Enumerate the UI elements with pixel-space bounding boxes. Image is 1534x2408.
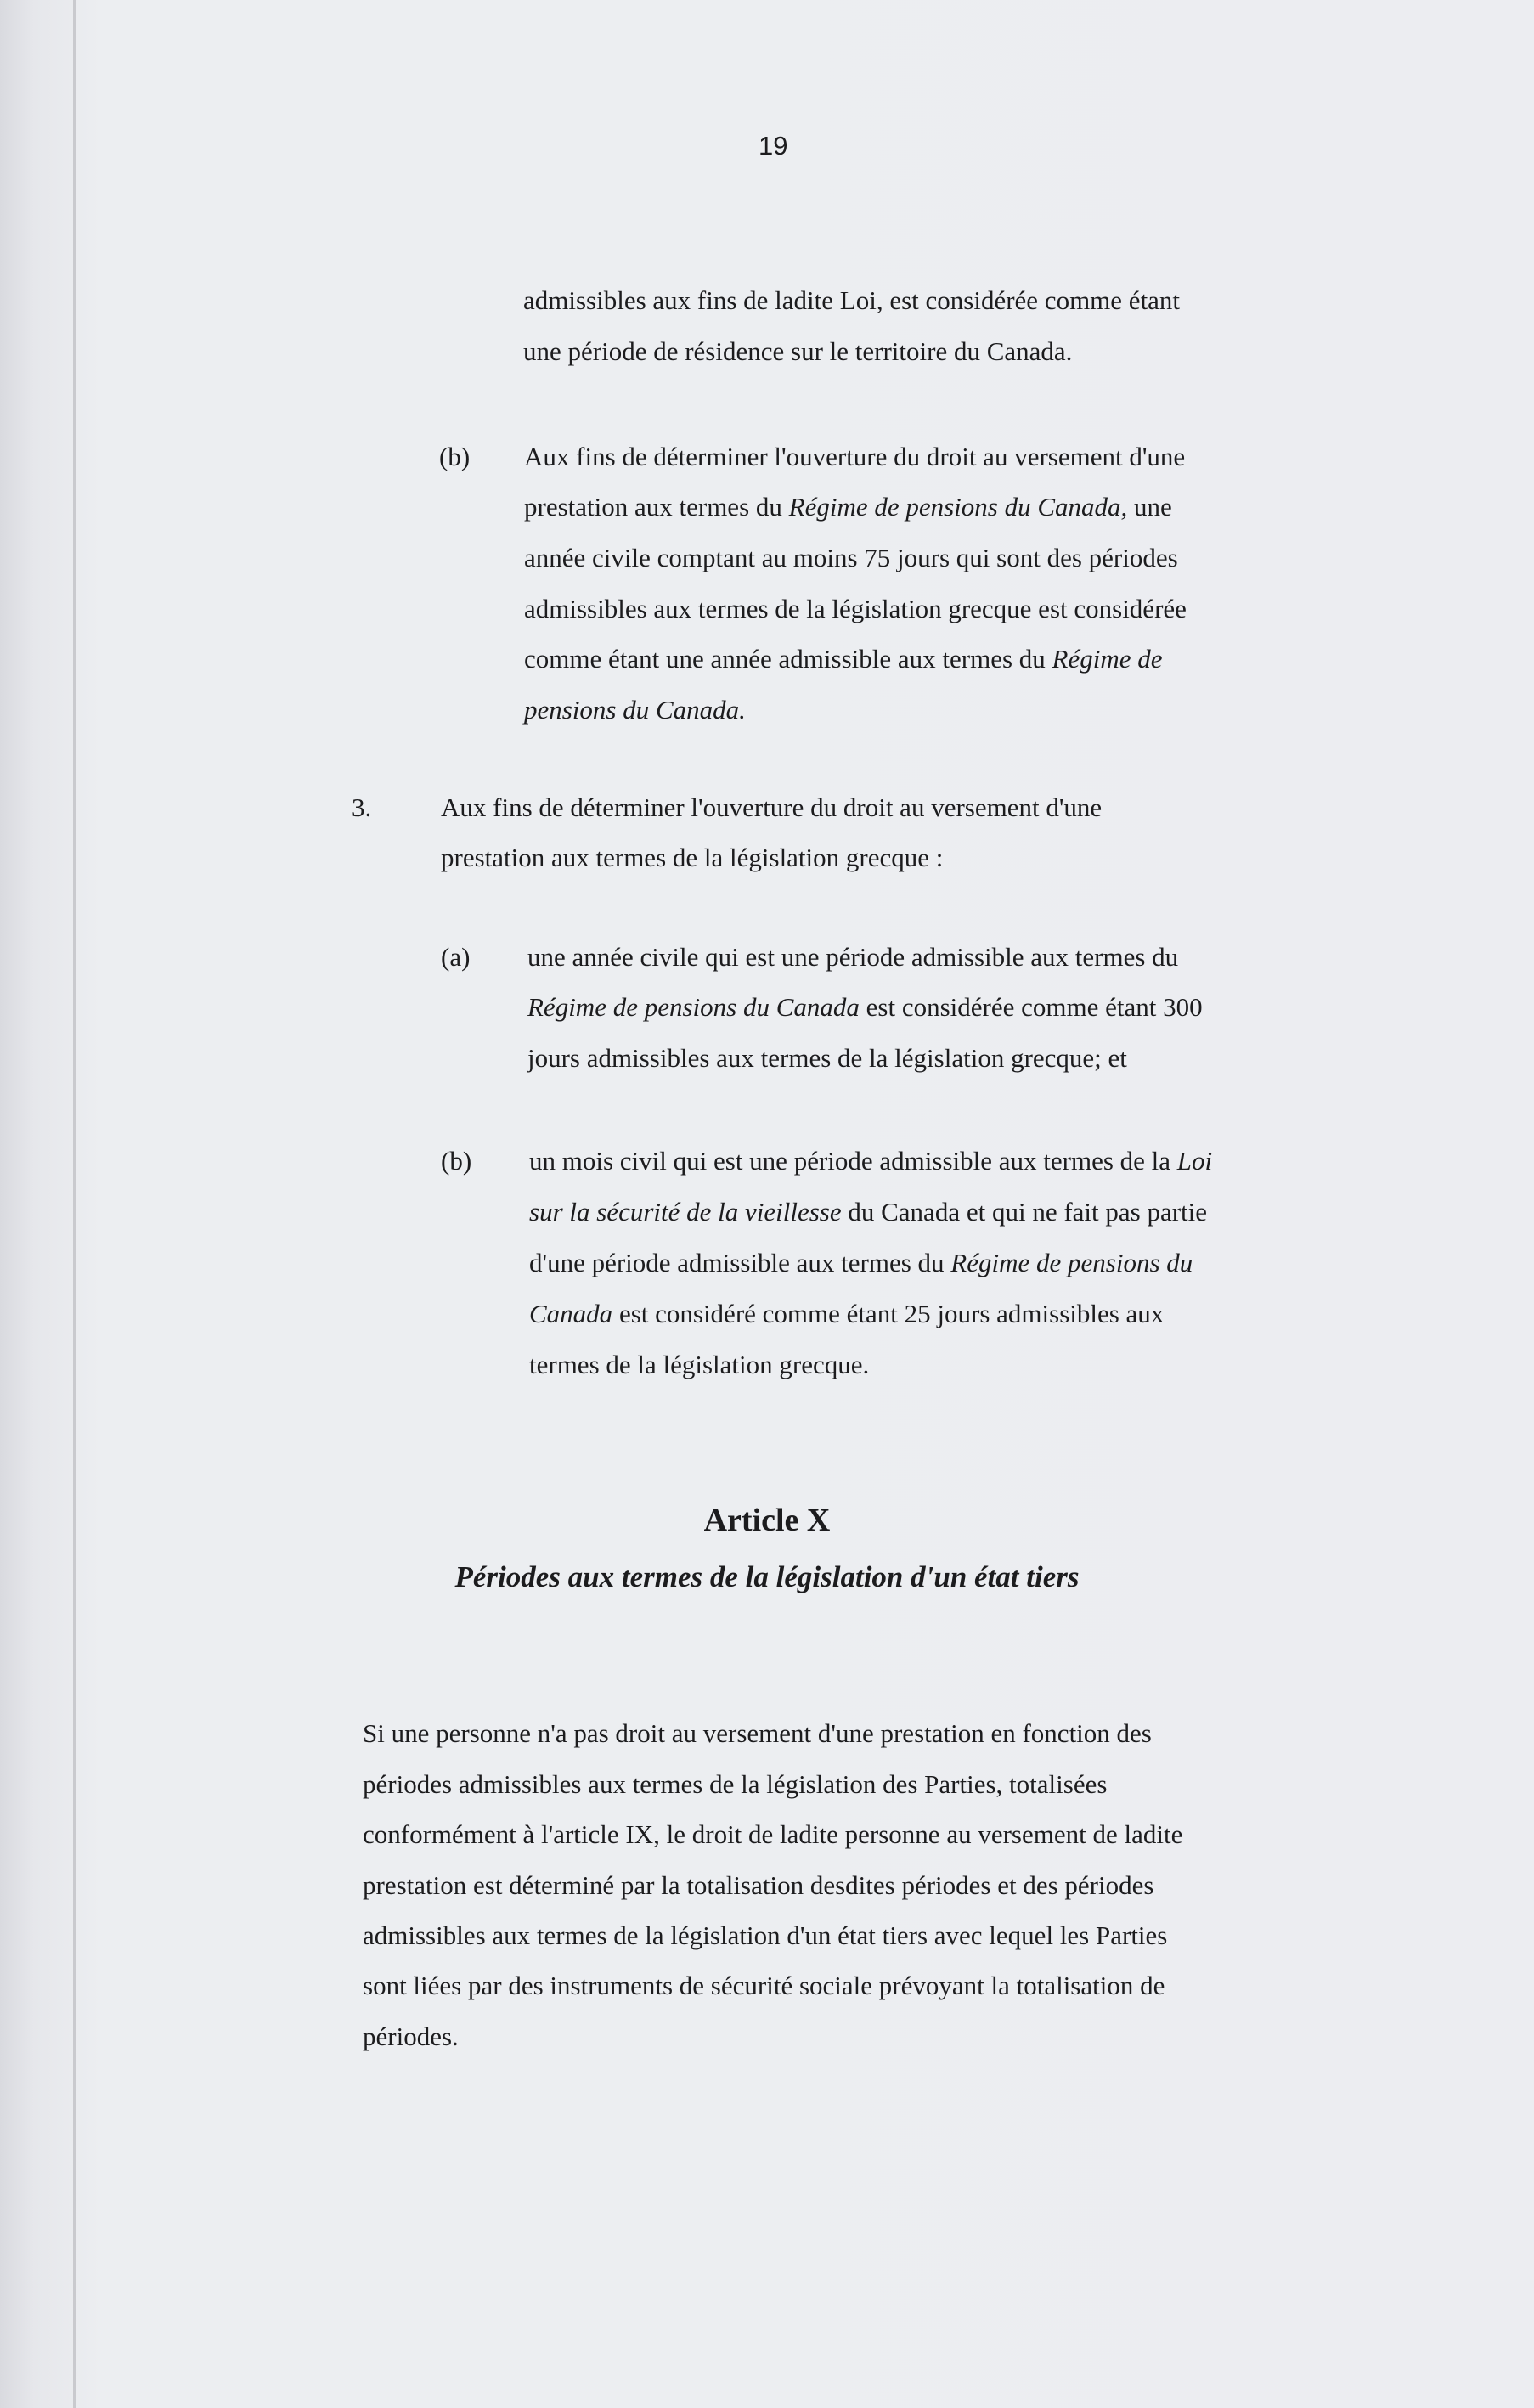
text-line: une année civile qui est une période admissible aux termes du — [527, 942, 1179, 972]
list-marker: (b) — [439, 442, 471, 471]
italic-title: Canada — [529, 1299, 613, 1328]
text-span: prestation aux termes du — [524, 492, 789, 522]
paragraph-line: admissibles aux termes de la législation d'un état tiers avec lequel les Parties — [363, 1920, 1168, 1950]
paragraph-line: sont liées par des instruments de sécurité sociale prévoyant la totalisation de — [363, 1971, 1165, 2000]
text-line — [527, 994, 1203, 1020]
text-span: comme étant une année admissible aux termes du — [524, 644, 1052, 674]
article-subtitle: Périodes aux termes de la législation d'un état tiers — [454, 1560, 1080, 1593]
italic-title: Régime de — [1052, 644, 1163, 674]
list-marker: 3. — [352, 792, 372, 822]
text-line — [524, 646, 1162, 672]
italic-title: Régime de pensions du Canada, — [788, 492, 1128, 522]
italic-title: Régime de pensions du Canada — [527, 992, 860, 1022]
text-span: d'une période admissible aux termes du — [529, 1248, 951, 1277]
text-line — [529, 1198, 1207, 1225]
list-marker: (b) — [441, 1146, 472, 1176]
page-binding-edge — [73, 0, 76, 2408]
text-line: prestation aux termes de la législation grecque : — [441, 843, 944, 872]
text-line — [524, 493, 1172, 520]
text-line — [529, 1148, 1212, 1174]
text-line: admissibles aux fins de ladite Loi, est considérée comme étant — [523, 285, 1181, 315]
italic-title: Loi — [1176, 1146, 1213, 1176]
text-span: est considérée comme étant 300 — [859, 992, 1203, 1022]
italic-title: sur la sécurité de la vieillesse — [529, 1197, 842, 1227]
page-number: 19 — [759, 131, 788, 161]
text-line: Aux fins de déterminer l'ouverture du droit au versement d'une — [524, 442, 1186, 471]
text-line: année civile comptant au moins 75 jours qui sont des périodes — [524, 543, 1178, 572]
text-line: admissibles aux termes de la législation grecque est considérée — [524, 594, 1187, 623]
paragraph-line: Si une personne n'a pas droit au versement d'une prestation en fonction des — [363, 1718, 1152, 1748]
text-line: Aux fins de déterminer l'ouverture du droit au versement d'une — [441, 792, 1103, 822]
text-span: un mois civil qui est une période admissible aux termes de la — [529, 1146, 1177, 1176]
text-span: est considéré comme étant 25 jours admissibles aux — [612, 1299, 1165, 1328]
text-line — [529, 1300, 1164, 1327]
paragraph-line: périodes. — [363, 2022, 459, 2051]
list-marker: (a) — [441, 942, 471, 972]
text-line: pensions du Canada. — [524, 695, 746, 725]
text-span: du Canada et qui ne fait pas partie — [841, 1197, 1208, 1227]
paragraph-line: prestation est déterminé par la totalisation desdites périodes et des périodes — [363, 1870, 1154, 1900]
text-line: termes de la législation grecque. — [529, 1350, 870, 1379]
text-line: une période de résidence sur le territoire du Canada. — [523, 336, 1073, 366]
paragraph-line: conformément à l'article IX, le droit de ladite personne au versement de ladite — [363, 1819, 1183, 1849]
text-line — [529, 1249, 1193, 1276]
text-line: jours admissibles aux termes de la législation grecque; et — [527, 1043, 1127, 1073]
text-span: une — [1127, 492, 1172, 522]
italic-title: Régime de pensions du — [950, 1248, 1193, 1277]
paragraph-line: périodes admissibles aux termes de la législation des Parties, totalisées — [363, 1769, 1108, 1799]
article-title: Article X — [703, 1503, 831, 1538]
